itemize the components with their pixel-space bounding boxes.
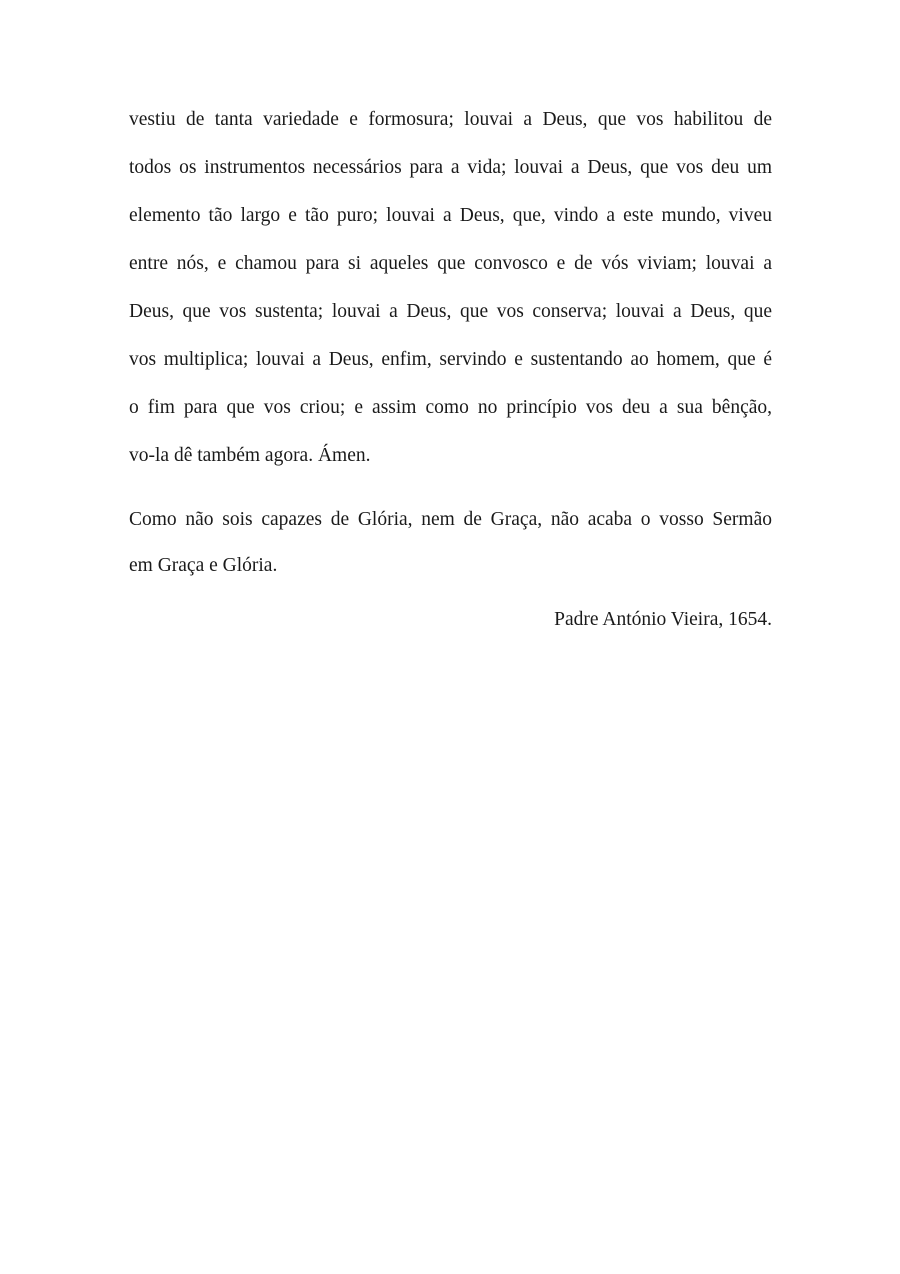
author-signature: Padre António Vieira, 1654. (554, 609, 772, 630)
text-line: vos multiplica; louvai a Deus, enfim, servindo e sustentando ao homem, que é (129, 349, 772, 370)
sermon-closing-paragraph (129, 96, 772, 480)
text-line: todos os instrumentos necessários para a vida; louvai a Deus, que vos deu um (129, 157, 772, 178)
document-page (129, 96, 772, 637)
text-line: Deus, que vos sustenta; louvai a Deus, que vos conserva; louvai a Deus, que (129, 301, 772, 322)
text-line: o fim para que vos criou; e assim como no princípio vos deu a sua bênção, (129, 397, 772, 418)
text-line: vo-la dê também agora. Ámen. (129, 445, 371, 466)
text-line: entre nós, e chamou para si aqueles que convosco e de vós viviam; louvai a (129, 253, 772, 274)
text-line: vestiu de tanta variedade e formosura; louvai a Deus, que vos habilitou de (129, 109, 772, 130)
text-line: elemento tão largo e tão puro; louvai a Deus, que, vindo a este mundo, viveu (129, 205, 772, 226)
sermon-final-note-paragraph (129, 497, 772, 589)
text-line: em Graça e Glória. (129, 555, 278, 576)
text-line: Como não sois capazes de Glória, nem de Graça, não acaba o vosso Sermão (129, 509, 772, 530)
